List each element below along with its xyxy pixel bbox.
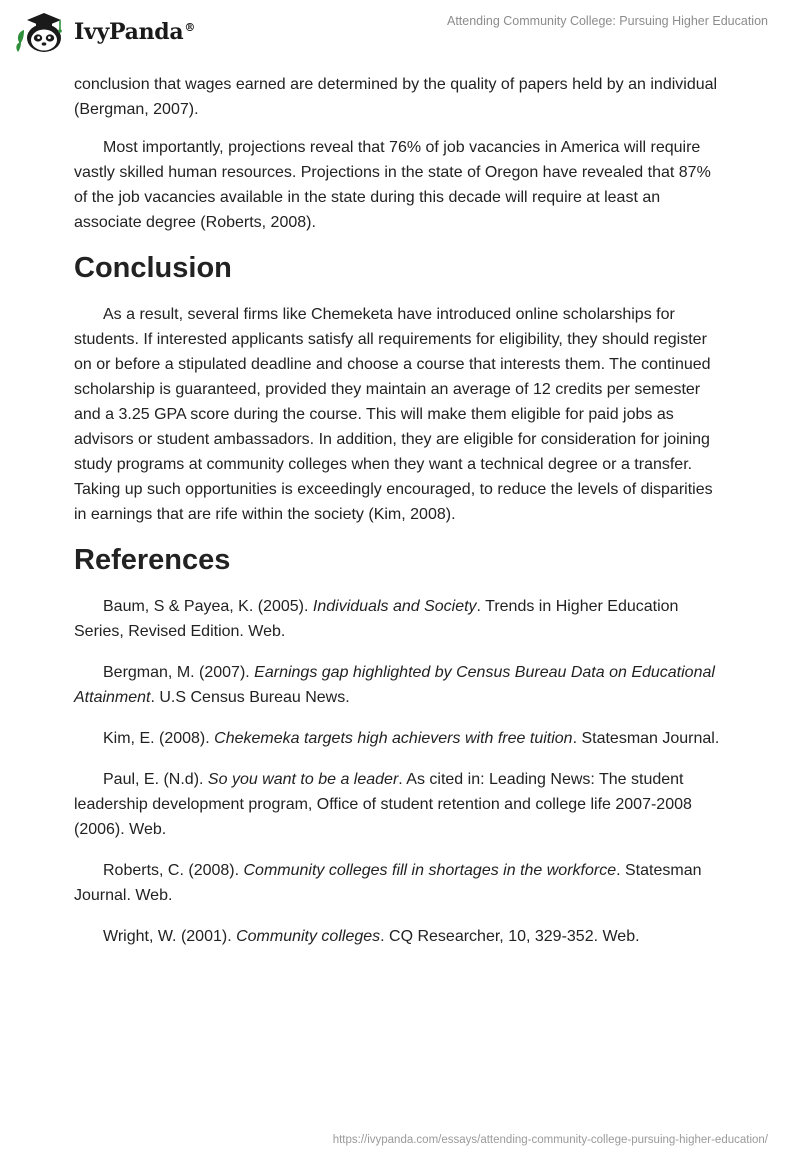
reference-source: . U.S Census Bureau News. bbox=[150, 689, 350, 706]
reference-source: . As cited in: Leading News: The student leadership development program, Office of student retention and college life 2007-2008 (2006). Web. bbox=[74, 771, 692, 838]
reference-source: . Statesman Journal. Web. bbox=[74, 862, 702, 904]
reference-item bbox=[74, 767, 726, 842]
source-url-link[interactable]: https://ivypanda.com/essays/attending-community-college-pursuing-higher-education/ bbox=[332, 1134, 768, 1146]
reference-author: Roberts, C. (2008). bbox=[103, 862, 244, 879]
reference-author: Baum, S & Payea, K. (2005). bbox=[103, 598, 313, 615]
reference-title: Individuals and Society bbox=[312, 598, 477, 615]
reference-title: Chekemeka targets high achievers with free tuition bbox=[214, 730, 573, 747]
reference-source: . CQ Researcher, 10, 329-352. Web. bbox=[380, 928, 640, 945]
reference-author: Kim, E. (2008). bbox=[103, 730, 215, 747]
reference-list bbox=[74, 594, 726, 949]
document-title: Attending Community College: Pursuing Higher Education bbox=[446, 14, 768, 28]
paragraph-projections: Most importantly, projections reveal that 76% of job vacancies in America will require vastly skilled human resources. Projections in the state of Oregon have revealed that 87% of the job vacancies available in the state during this decade will require at least an associate degree (Roberts, 2008). bbox=[74, 139, 711, 231]
reference-source: . Trends in Higher Education Series, Revised Edition. Web. bbox=[74, 598, 679, 640]
logo-text bbox=[74, 19, 195, 45]
conclusion-heading: Conclusion bbox=[74, 252, 232, 284]
paragraph-conclusion: As a result, several firms like Chemeketa have introduced online scholarships for students. If interested applicants satisfy all requirements for eligibility, they should register on or before a stipulated deadline and choose a course that interests them. The continued scholarship is guaranteed, provided they maintain an average of 12 credits per semester and a 3.25 GPA score during the course. This will make them eligible for paid jobs as advisors or student ambassadors. In addition, they are eligible for consideration for joining study programs at community colleges when they want a technical degree or a transfer. Taking up such opportunities is exceedingly encouraged, to reduce the levels of disparities in earnings that are rife within the society (Kim, 2008). bbox=[74, 306, 713, 523]
reference-author: Paul, E. (N.d). bbox=[103, 771, 208, 788]
reference-title: Community colleges fill in shortages in the workforce bbox=[243, 862, 617, 879]
reference-source: . Statesman Journal. bbox=[572, 730, 720, 747]
panda-graduation-cap-icon bbox=[14, 8, 72, 56]
registered-mark: ® bbox=[184, 20, 196, 34]
paragraph-intro: conclusion that wages earned are determined by the quality of papers held by an individual (Bergman, 2007). bbox=[74, 76, 718, 118]
reference-author: Bergman, M. (2007). bbox=[103, 664, 255, 681]
ivypanda-logo[interactable] bbox=[14, 8, 214, 56]
reference-title: Community colleges bbox=[236, 928, 381, 945]
reference-title: So you want to be a leader bbox=[207, 771, 399, 788]
reference-author: Wright, W. (2001). bbox=[103, 928, 237, 945]
reference-item bbox=[74, 726, 726, 751]
reference-item bbox=[74, 594, 726, 644]
essay-content bbox=[74, 72, 726, 965]
logo-wordmark: IvyPanda bbox=[74, 19, 184, 45]
page-header bbox=[0, 0, 800, 62]
reference-title: Earnings gap highlighted by Census Bureau Data on Educational Attainment bbox=[74, 664, 715, 706]
reference-item bbox=[74, 660, 726, 710]
reference-item bbox=[74, 924, 726, 949]
reference-item bbox=[74, 858, 726, 908]
references-heading: References bbox=[74, 544, 231, 576]
